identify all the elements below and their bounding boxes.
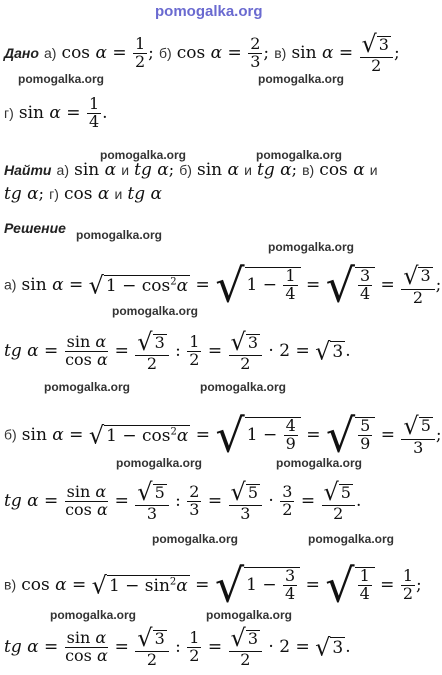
solution-b-line-1: б) sin α = √ $1 - \cos^2\alpha$ = √ 1 − $\frac{4}{9}$ = √ $\frac{5}{9}$ = $\frac{√ 5}{3}$ ; xyxy=(4,408,442,462)
watermark: pomogalka.org xyxy=(112,304,199,318)
solution-label-c: в) xyxy=(4,576,17,593)
watermark: pomogalka.org xyxy=(276,456,363,470)
find-label-a: а) xyxy=(56,162,69,178)
given-d-math: sin α = $\frac{1}{4}$ . xyxy=(18,94,108,131)
watermark: pomogalka.org xyxy=(152,532,239,546)
solution-a-line-1: а) sin α = √ $1 - \cos^2\alpha$ = √ 1 − $\frac{1}{4}$ = √ $\frac{3}{4}$ = $\frac{√ 3}{2}$ ; xyxy=(4,258,442,312)
given-label-c: в) xyxy=(274,44,287,61)
solution-c-line-2: tg α = $\frac{\text{sin α}}{\text{cos α}}$ = $\frac{√ 3}{2}$ : $\frac{1}{2}$ = $\frac{√ 3}{2}$ · 2 = √ 3 . xyxy=(4,624,351,670)
find-heading: Найти xyxy=(4,162,52,178)
given-c-math: sin α = $\frac{√ 3}{2}$ ; xyxy=(291,30,400,76)
watermark: pomogalka.org xyxy=(100,148,187,162)
watermark: pomogalka.org xyxy=(256,148,343,162)
find-line-2: tg α; г) cos α и tg α xyxy=(4,184,162,204)
watermark: pomogalka.org xyxy=(308,532,395,546)
find-label-c: в) xyxy=(302,162,315,178)
watermark: pomogalka.org xyxy=(200,380,287,394)
given-label-b: б) xyxy=(159,44,172,61)
find-line-1: Найти а) sin α и tg α; б) sin α и tg α; в) cos α и xyxy=(4,160,378,180)
watermark-top: pomogalka.org xyxy=(155,3,263,20)
given-b-math: cos α = $\frac{2}{3}$ ; xyxy=(176,34,270,71)
watermark: pomogalka.org xyxy=(18,72,105,86)
find-label-d: г) xyxy=(49,186,59,202)
given-a-math: cos α = $\frac{1}{2}$ ; xyxy=(61,34,154,71)
given-line-1 xyxy=(4,32,400,75)
and-word: и xyxy=(121,162,130,178)
solution-c-line-1: в) cos α = √ $1 - \sin^2\alpha$ = √ 1 − $\frac{3}{4}$ = √ $\frac{1}{4}$ = $\frac{1}{2}$ ; xyxy=(4,558,422,612)
watermark: pomogalka.org xyxy=(44,380,131,394)
find-label-b: б) xyxy=(179,162,192,178)
given-line-2 xyxy=(4,96,108,131)
solution-label-b: б) xyxy=(4,426,17,443)
and-word: и xyxy=(114,186,123,202)
solution-heading: Решение xyxy=(4,220,66,236)
watermark: pomogalka.org xyxy=(268,240,355,254)
solution-a-line-2: tg α = $\frac{\text{sin α}}{\text{cos α}}$ = $\frac{√ 3}{2}$ : $\frac{1}{2}$ = $\frac{√ 3}{2}$ · 2 = √ 3 . xyxy=(4,328,351,374)
watermark: pomogalka.org xyxy=(258,72,345,86)
and-word: и xyxy=(244,162,252,178)
solution-label-a: а) xyxy=(4,276,17,293)
given-label-a: а) xyxy=(44,44,57,61)
watermark: pomogalka.org xyxy=(206,608,293,622)
watermark: pomogalka.org xyxy=(76,228,163,242)
given-label-d: г) xyxy=(4,104,14,121)
and-word: и xyxy=(369,162,378,178)
watermark: pomogalka.org xyxy=(116,456,203,470)
solution-b-line-2: tg α = $\frac{\text{sin α}}{\text{cos α}}$ = $\frac{√ 5}{3}$ : $\frac{2}{3}$ = $\frac{√ 5}{3}$ · $\frac{3}{2}$ = $\frac{√ 5}{2}$ . xyxy=(4,478,362,524)
given-heading: Дано xyxy=(4,44,39,61)
solution-heading-row xyxy=(4,218,66,237)
watermark: pomogalka.org xyxy=(50,608,137,622)
